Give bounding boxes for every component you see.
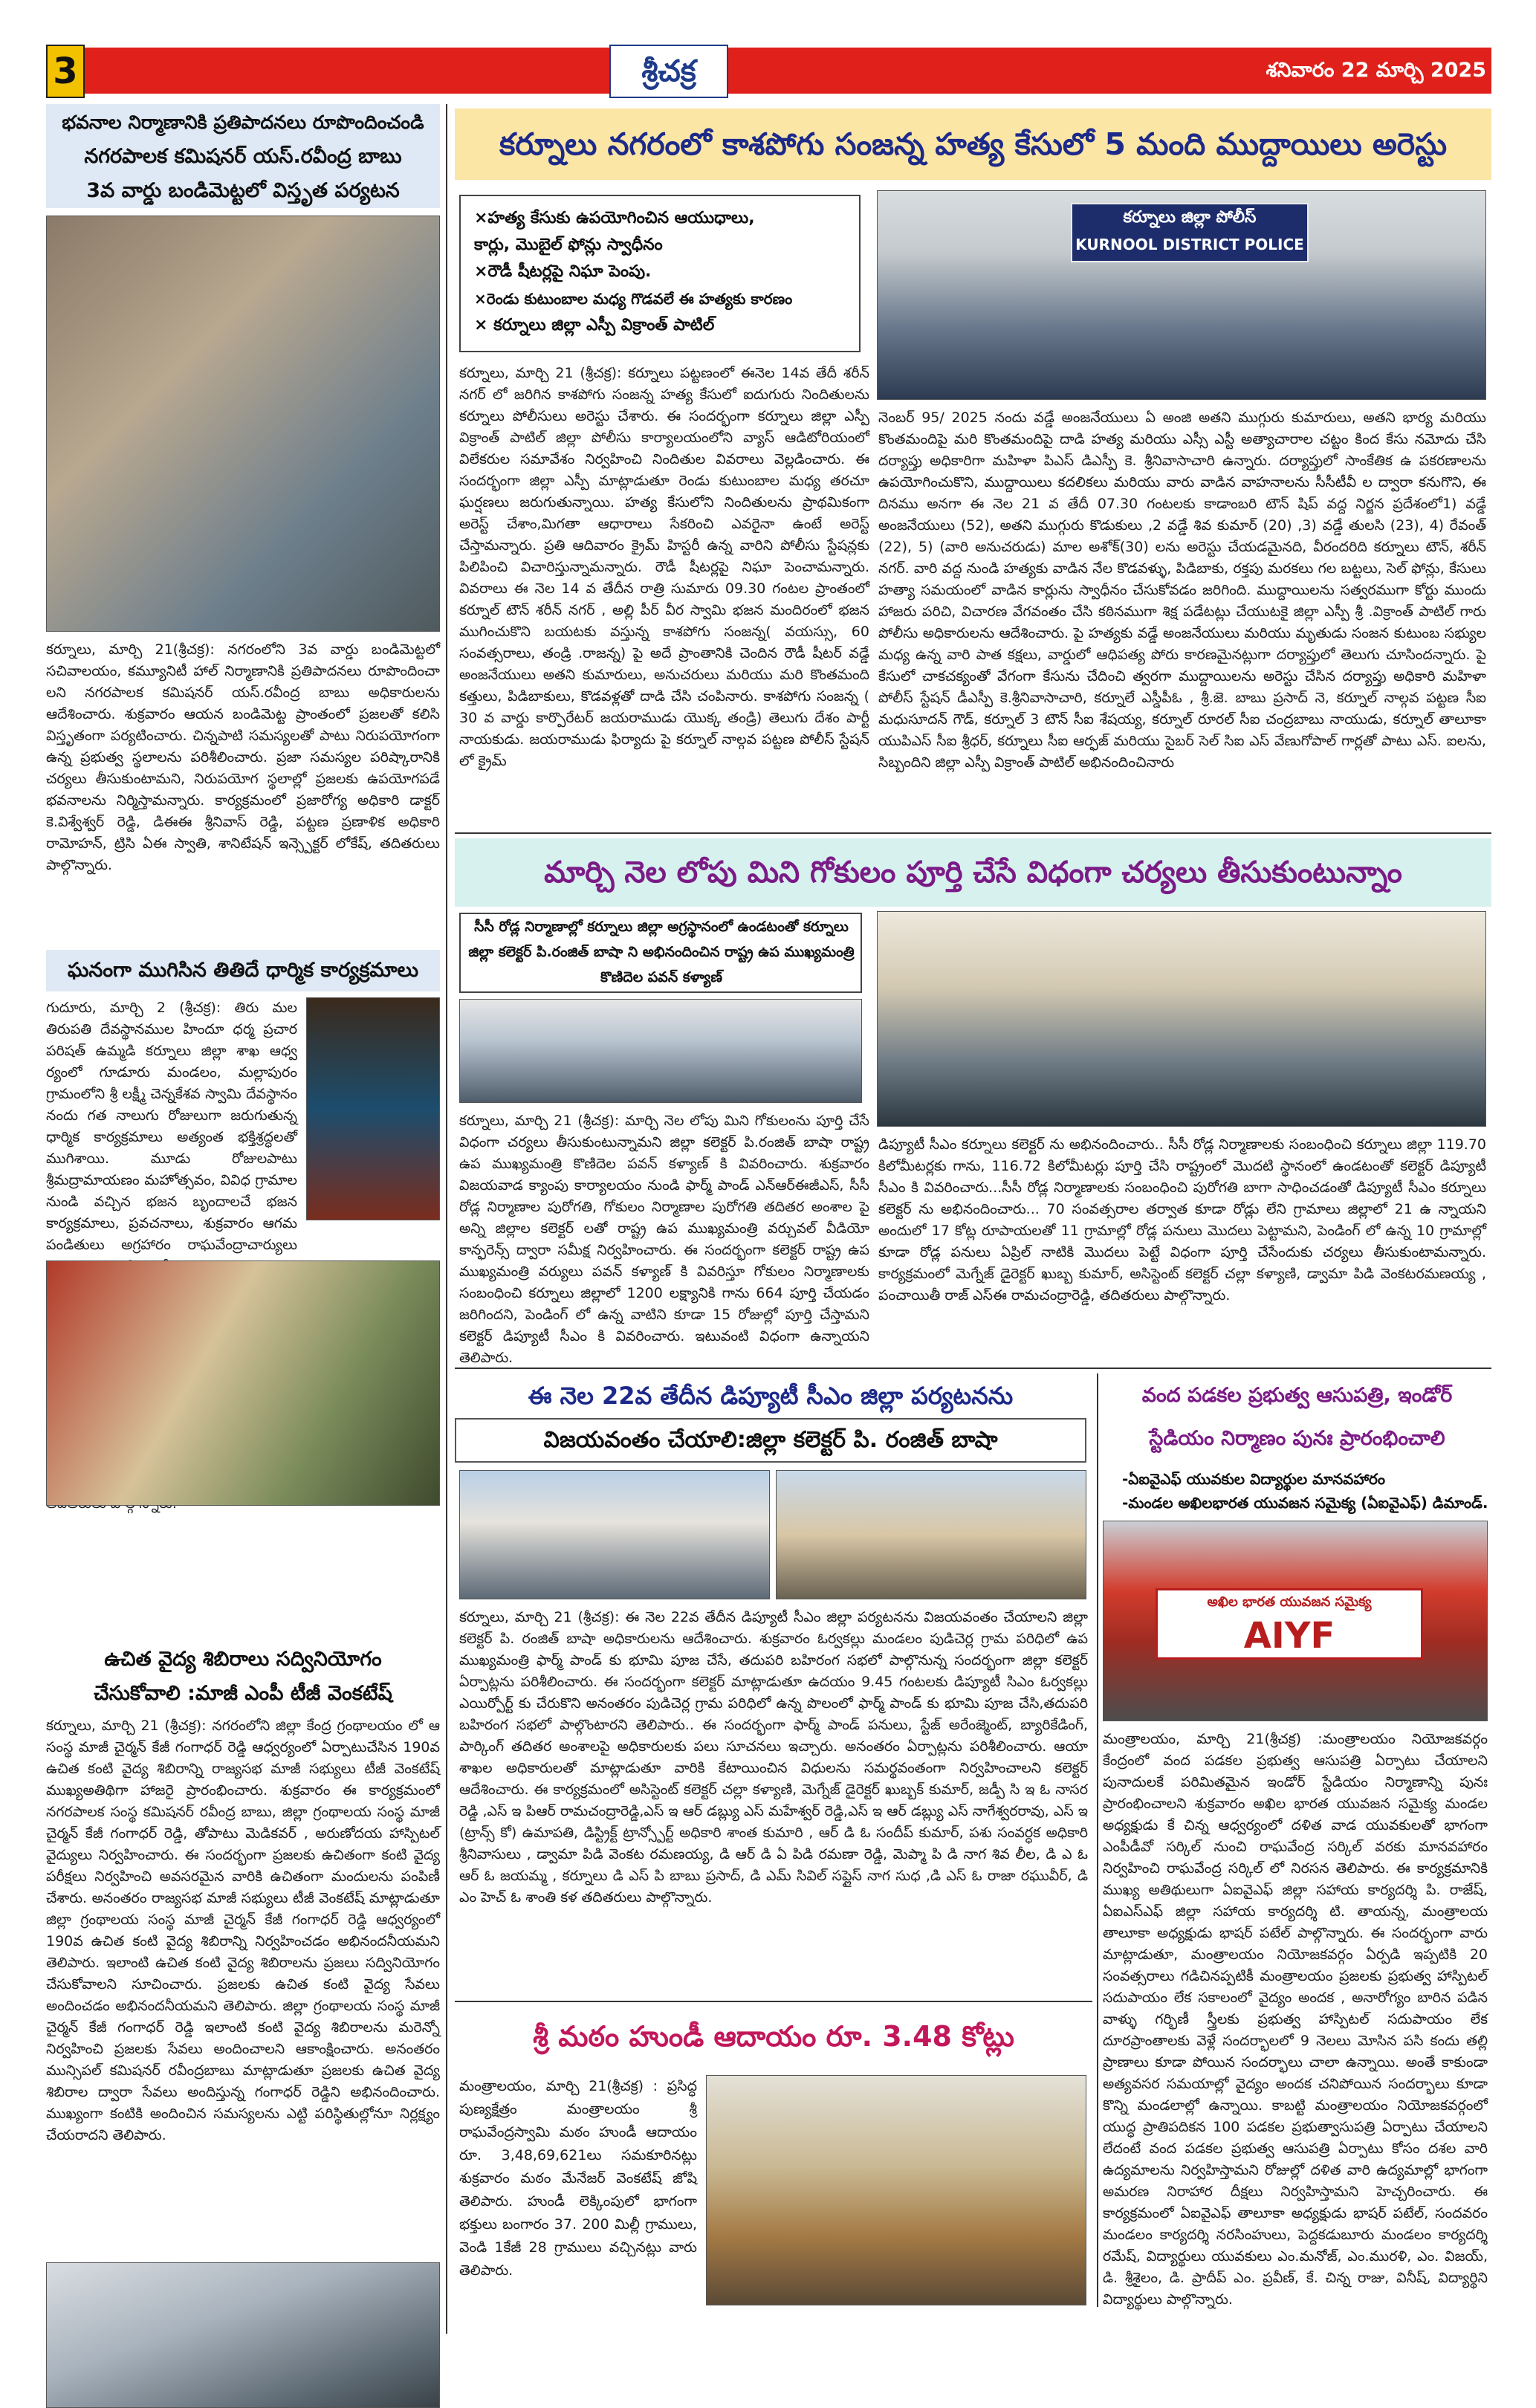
lead-bullet-1: ×హత్య కేసుకు ఉపయోగించిన ఆయుధాలు, <box>474 209 755 227</box>
story1-body: కర్నూలు, మార్చి 21(శ్రీచక్ర): నగరంలోని 3వ వార్డు బండిమెట్టలో సచివాలయం, కమ్యూనిటీ హాల్ నిర్మాణానికి ప్రతిపాదనలు రూపొందించా లని నగరపాలక కమిషనర్ యస్.రవీంద్ర బాబు అధికారులను ఆదేశించారు. శుక్రవారం ఆయన బండిమెట్ట ప్రాంతంలో ప్రజలతో కలిసి విస్తృతంగా పర్యటించారు. చిన్నపాటి సమస్యలతో పాటు నిరుపయోగంగా ఉన్న ప్రభుత్వ స్థలాలను పరిశీలించారు. ప్రజా సమస్యల పరిష్కారానికి చర్యలు తీసుకుంటామని, నిరుపయోగ స్థలాల్లో ప్రజలకు ఉపయోగపడే భవనాలను నిర్మిస్తామన్నారు. కార్యక్రమంలో ప్రజారోగ్య అధికారి డాక్టర్ కె.విశ్వేశ్వర్ రెడ్డి, డిఈఈ శ్రీనివాస్ రెడ్డి, పట్టణ ప్రణాళిక అధికారి రామోహన్, ట్రిసి ఏఈ స్వాతి, శానిటేషన్ ఇన్స్పెక్టర్ లోకేష్, తదితరులు పాల్గొన్నారు. <box>46 641 440 873</box>
hospital-sub2: -మండల అఖిలభారత యువజన సమైక్య (ఏఐవైఎఫ్) డిమాండ్. <box>1122 1494 1488 1512</box>
hospital-body: మంత్రాలయం, మార్చి 21(శ్రీచక్ర) :మంత్రాలయం నియోజకవర్గం కేంద్రంలో వంద పడకల ప్రభుత్వ ఆసుపత్రి ఏర్పాటు చేయాలని పునాదులకే పరిమితమైన ఇండోర్ స్టేడియం నిర్మాణాన్ని పునః ప్రారంభించాలని శుక్రవారం అఖిల భారత యువజన సమైక్య మండల అధ్యక్షుడు కే చిన్న ఆధ్వర్యంలో దళిత వాడ యువకులతో భాగంగా ఎంపీడీవో సర్కిల్ నుంచి రాఘవేంద్ర సర్కిల్ వరకు మానవహారం నిర్వహించి రాఘవేంద్ర సర్కిల్ లో నిరసన తెలిపారు. ఈ కార్యక్రమానికి ముఖ్య అతిథులుగా ఏఐవైఎఫ్ జిల్లా సహాయ కార్యదర్శి పి. రాజేష్, ఏఐఎస్ఎఫ్ జిల్లా సహాయ కార్యదర్శి టి. తాయన్న, మంత్రాలయ తాలూకా అధ్యక్షుడు భాషర్ పటేల్ పాల్గొన్నారు. ఈ సందర్భంగా వారు మాట్లాడుతూ, మంత్రాలయం నియోజకవర్గం ఏర్పడి ఇప్పటికి 20 సంవత్సరాలు గడిచినప్పటికీ మంత్రాలయం ప్రజలకు ప్రభుత్వ హాస్పిటల్ సదుపాయం లేక సకాలంలో వైద్యం అందక , అనారోగ్యం బారిన పడిన వాళ్ళు గర్భిణీ స్త్రీలకు ప్రభుత్వ హాస్పిటల్ సదుపాయం లేక దూరప్రాంతాలకు వెళ్లే సందర్భాలలో 9 నెలలు మోసిన పసి కందు తల్లి ప్రాణాలు కూడా పోయిన సందర్భాలు చాలా ఉన్నాయి. అంతే కాకుండా అత్యవసర సమయాల్లో వైద్యం అందక చనిపోయిన సందర్భాలు కూడా కొన్ని మండలాల్లో ఉన్నాయి. కాబట్టి మంత్రాలయం నియోజకవర్గంలో యుద్ధ ప్రాతిపదికన 100 పడకల ప్రభుత్వాసుపత్రి ఏర్పాటు చేయాలని లేదంటే వంద పడకల ప్రభుత్వ ఆసుపత్రి ఏర్పాటు కోసం దశల వారి ఉద్యమాలను నిర్వహిస్తామని రోజుల్లో దళిత వారి ఉద్యమాల్లో భాగంగా అమరణ నిరాహార దీక్షలు నిర్వహిస్తామని హెచ్చరించారు. ఈ కార్యక్రమంలో ఏఐవైఎఫ్ తాలూకా అధ్యక్షుడు భాషర్ పటేల్, సందవరం మండలం కార్యదర్శి నరసింహులు, పెద్దకడుబూరు మండలం కార్యదర్శి రమేష్, విద్యార్థులు యువకులు ఎం.మనోజ్, ఎం.మురళి, ఎం. విజయ్, డి. శ్రీశైలం, డి. ప్రాదీప్ ఎం. ప్రవీణ్, కే. చిన్న రాజు, వినీష్, విద్యార్థిని విద్యార్థులు పాల్గొన్నారు. <box>1103 1731 1488 2308</box>
gokulam-body-left: కర్నూలు, మార్చి 21 (శ్రీచక్ర): మార్చి నెల లోపు మిని గోకులంను పూర్తి చేసే విధంగా చర్యలు తీసుకుంటున్నామని జిల్లా కలెక్టర్ పి.రంజిత్ బాషా రాష్ట్ర ఉప ముఖ్యమంత్రి కొణిదెల పవన్ కళ్యాణ్ కి వివరించారు. శుక్రవారం విజయవాడ క్యాంపు కార్యాలయం నుండి ఫార్మ్ పాండ్ ఎన్ఆర్ఈజీఎస్, సీసీ రోడ్ల నిర్మాణాల పురోగతి, గోకులం నిర్మాణాల పురోగతి తదితర అంశాల పై అన్ని జిల్లాల కలెక్టర్ లతో రాష్ట్ర ఉప ముఖ్యమంత్రి వర్చువల్ వీడియో కాన్ఫరెన్స్ ద్వారా సమీక్ష నిర్వహించారు. ఈ సందర్భంగా కలెక్టర్ రాష్ట్ర ఉప ముఖ్యమంత్రి వర్యులు పవన్ కళ్యాణ్ కి వివరిస్తూ గోకులం నిర్మాణాలకు సంబంధించి కర్నూలు జిల్లాలో 1200 లక్ష్యానికి గాను 664 పూర్తి చేయడం జరిగిందని, పెండింగ్ లో ఉన్న వాటిని కూడా 15 రోజుల్లో పూర్తి చేస్తామని కలెక్టర్ డిప్యూటీ సీఎం కి వివరించారు. ఇటువంటి విధంగా ఉన్నాయని తెలిపారు. <box>459 1113 869 1366</box>
story2-puja-photo <box>46 1260 440 1506</box>
story1-photo <box>46 216 440 632</box>
lead-bullet-3: ×రౌడీ షీటర్లపై నిఘా పెంపు. <box>474 262 652 281</box>
story3-photo <box>46 2262 440 2408</box>
story2-body-top <box>46 997 297 1255</box>
hospital-photo <box>1103 1521 1488 1721</box>
aiyf-banner-text: AIYF <box>1243 1615 1335 1657</box>
story1-headline-line3: 3వ వార్డు బండిమెట్టలో విస్తృత పర్యటన <box>86 179 400 202</box>
left-column <box>46 104 440 2334</box>
story2-idol-photo <box>306 997 440 1220</box>
gokulam-body-right: డిప్యూటీ సీఎం కర్నూలు కలెక్టర్ ను అభినందించారు.. సీసీ రోడ్ల నిర్మాణాలకు సంబంధించి కర్నూలు జిల్లా 119.70 కిలోమీటర్లకు గాను, 116.72 కిలోమీటర్లు పూర్తి చేసి రాష్ట్రంలో మొదటి స్థానంలో ఉండటంతో కలెక్టర్ డిప్యూటీ సీఎం కి వివరించారు...సీసీ రోడ్ల నిర్మాణాలకు సంబంధించి పురోగతి బాగా సాధించడంతో డిప్యూటీ సీఎం కర్నూలు కలెక్టర్ ను అభినందించారు... 70 సంవత్సరాల తర్వాత కూడా రోడ్లు లేని గ్రామాలు జిల్లాలో 21 ఉ న్నాయని అందులో 17 కోట్ల రూపాయలతో 11 గ్రామాల్లో రోడ్ల పనులు మొదలు పెట్టామని, పెండింగ్ లో ఉన్న 10 గ్రామాల్లో కూడా రోడ్ల పనులు ఏప్రిల్ నాటికి మొదలు పెట్టే విధంగా పూర్తి చేసేందుకు చర్యలు తీసుకుంటామన్నారు. కార్యక్రమంలో మెగ్నేజ్ డైరెక్టర్ ఖుబ్బ కుమార్, అసిస్టెంట్ కలెక్టర్ చల్లా కళ్యాణి, డ్వామా పిడి వెంకటరమణయ్య , పంచాయితీ రాజ్ ఎస్ఈ రామచంద్రారెడ్డి, తదితరులు పాల్గొన్నారు. <box>878 1136 1486 1304</box>
gokulam-bottom-rule <box>455 1368 1491 1369</box>
story2-body-text: గుదూరు, మార్చి 2 (శ్రీచక్ర): తిరు మల తిరుపతి దేవస్థానముల హిందూ ధర్మ ప్రచార పరిషత్ ఉమ్మడి కర్నూలు జిల్లా శాఖ ఆధ్వ ర్యంలో గూడూరు మండలం, మల్లాపురం గ్రామంలోని శ్రీ లక్ష్మీ చెన్నకేశవ స్వామి దేవస్థానం నందు గత నాలుగు రోజులుగా జరుగుతున్న ధార్మిక కార్యక్రమాలు అత్యంత భక్తిశ్రద్ధలతో ముగిశాయి. మూడు రోజులపాటు శ్రీమద్రామాయణం మహోత్సవం, వివిధ గ్రామాల నుండి వచ్చిన భజన బృందాలచే భజన కార్యక్రమాలు, ప్రవచనాలు, శుక్రవారం ఆగమ పండితులు అగ్రహారం రాఘవేంద్రాచార్యులు <box>46 1000 297 1253</box>
column-divider <box>446 104 447 2334</box>
lead-body-right: నెంబర్ 95/ 2025 నందు వడ్డే అంజనేయులు ఏ అంజి అతని ముగ్గురు కుమారులు, అతని భార్య మరియు కొంతమందిపై మరి కొంతమందిపై దాడి హత్య మరియు ఎస్సీ ఎస్టీ అత్యాచారాల చట్టం కింద కేసు నమోదు చేసి దర్యాప్తు అధికారిగా మహిళా పిఎస్ డిఎస్పీ కె. శ్రీనివాసాచారి ఉన్నారు. దర్యాప్తులో సాంకేతిక ఉ పకరణాలను ఉపయోగించుకొని, ముద్దాయిలు కదలికలు మరియు వారు వాడిన వాహనాలను సీసీటీవీ ల ద్వారా కనుగొని, ఈ దినము అనగా ఈ నెల 21 వ తేదీ 07.30 గంటలకు కాడాంబరి టౌన్ షిప్ వద్ద నిర్జన ప్రదేశంలో1) వడ్డే అంజనేయులు (52), అతని ముగ్గురు కొడుకులు ,2 వడ్డే శివ కుమార్ (20) ,3) వడ్డే తులసి (23), 4) రేవంత్ (22), 5) (వారి అనుచరుడు) మాల అశోక్(30) లను అరెస్టు చేయడమైనది, వీరందరిది కర్నూలు టౌన్, శరీన్ నగర్. వారి వద్ద నుండి హత్యకు వాడిన నేల కొడవళ్ళు, పిడిబాకు, రక్తపు మరకలు గల బట్టలు, సెల్ ఫోన్లు, కేసులు హత్యా సమయంలో వాడిన కార్లును స్వాధీనం చేసుకోవడం జరిగింది. ముద్దాయిలను సత్వరముగా కోర్టు ముందు హాజరు పరిచి, విచారణ వేగవంతం చేసి కఠినముగా శిక్ష పడేటట్లు చేయుటకై జిల్లా ఎస్పీ శ్రీ .విక్రాంత్ పాటిల్ గారు పోలీసు అధికారులను ఆదేశించారు. పై హత్యకు వడ్డే అంజనేయులు మరియు మృతుడు సంజన కుటుంబ సభ్యుల మధ్య ఉన్న వారి పాత కక్షలు, వార్డులో ఆధిపత్య పోరు కారణమైనట్లుగా దర్యాప్తులో తెలుగు చూసిందన్నారు. పై కేసులో చాకచక్యంతో వేగంగా కేసును చేదించి త్వరగా ముద్దాయిలను అరెస్టు చేసిన దర్యాప్తు అధికారి మహిళా పోలీస్ స్టేషన్ డీఎస్పీ కె.శ్రీనివాసాచారి, కర్నూలే ఎస్డీపీఓ , శ్రీ.జె. బాబు ప్రసాద్ నె, కర్నూల్ నాల్గవ పట్టణ సీఐ మధుసూదన్ గౌడ్, కర్నూల్ 3 టౌన్ సీఐ శేషయ్య, కర్నూల్ రూరల్ సీఐ చంద్రబాబు నాయుడు, కర్నూల్ తాలూకా యుపిఎస్ సీఐ శ్రీధర్, కర్నూలు సీఐ ఆర్ఫజ్ మరియు సైబర్ సెల్ సిఐ ఎస్ వేణుగోపాల్ గార్లతో పాటు ఎస్. ఐలను, సిబ్బందిని జిల్లా ఎస్పీ విక్రాంత్ పాటిల్ అభినందించినారు <box>878 410 1486 771</box>
hospital-sub1: -ఏఐవైఎఫ్ యువకుల విద్యార్థుల మానవహారం <box>1122 1470 1386 1488</box>
lead-bullet-2: కార్లు, మొబైల్ ఫోన్లు స్వాధీనం <box>474 236 663 254</box>
story3-headline-line2: చేసుకోవాలి :మాజీ ఎంపీ టీజీ వెంకటేష్ <box>94 1682 392 1705</box>
gokulam-headline: మార్చి నెల లోపు మిని గోకులం పూర్తి చేసే విధంగా చర్యలు తీసుకుంటున్నాం <box>544 855 1402 890</box>
police-banner-te: కర్నూలు జిల్లా పోలీస్ <box>1123 208 1257 227</box>
deputy-headline-line2: విజయవంతం చేయాలి:జిల్లా కలెక్టర్ పి. రంజిత్ బాషా <box>543 1427 998 1453</box>
story3-headline-line1: ఉచిత వైద్య శిబిరాలు సద్వినియోగం <box>104 1648 382 1671</box>
lead-headline: కర్నూలు నగరంలో కాశపోగు సంజన్న హత్య కేసులో 5 మంది ముద్దాయిలు అరెస్టు <box>499 126 1448 162</box>
hospital-divider <box>1097 1373 1098 2307</box>
page-number: 3 <box>53 51 78 92</box>
lead-bullet-5: × కర్నూలు జిల్లా ఎస్పీ విక్రాంత్ పాటిల్ <box>474 316 715 334</box>
lead-photo <box>877 190 1486 400</box>
logo-text: శ్రీచక్ర <box>641 54 696 88</box>
story3-body: కర్నూలు, మార్చి 21 (శ్రీచక్ర): నగరంలోని జిల్లా కేంద్ర గ్రంథాలయం లో ఆ సంస్థ మాజీ చైర్మన్ కేజీ గంగాధర్ రెడ్డి ఆధ్వర్యంలో ఏర్పాటుచేసిన 190వ ఉచిత కంటి వైద్య శిబిరాన్ని రాజ్యసభ మాజీ సభ్యులు టీజీ వెంకటేష్ ముఖ్యఅతిథిగా హాజరై ప్రారంభించారు. శుక్రవారం ఈ కార్యక్రమంలో నగరపాలక సంస్థ కమిషనర్ రవీంద్ర బాబు, జిల్లా గ్రంథాలయ సంస్థ మాజీ చైర్మన్ కేజీ గంగాధర్ రెడ్డి, తోపాటు మెడికవర్ , అరుణోదయ హాస్పిటల్ వైద్యులు నిర్వహించారు. ఈ సందర్భంగా ప్రజలకు ఉచితంగా కంటి వైద్య పరీక్షలు నిర్వహించి అవసరమైన వారికి ఉచితంగా మందులను పంపిణీ చేశారు. అనంతరం రాజ్యసభ మాజీ సభ్యులు టీజీ వెంకటేష్ మాట్లాడుతూ జిల్లా గ్రంథాలయ సంస్థ మాజీ చైర్మన్ కేజీ గంగాధర్ రెడ్డి ఆధ్వర్యంలో 190వ ఉచిత కంటి వైద్య శిబిరాన్ని నిర్వహించడం అభినందనీయమని తెలిపారు. ఇలాంటి ఉచిత కంటి వైద్య శిబిరాలను ప్రజలు సద్వినియోగం చేసుకోవాలని సూచించారు. ప్రజలకు ఉచిత కంటి వైద్య సేవలు అందించడం అభినందనీయమని తెలిపారు. జిల్లా గ్రంథాలయ సంస్థ మాజీ చైర్మన్ కేజీ గంగాధర్ రెడ్డి ఇలాంటి కంటి వైద్య శిబిరాలను మరెన్నో నిర్వహించి ప్రజలకు సేవలు అందించాలని ఆకాంక్షించారు. అనంతరం మున్సిపల్ కమిషనర్ రవీంద్రబాబు మాట్లాడుతూ ప్రజలకు ఉచిత వైద్య శిబిరాల ద్వారా సేవలు అందిస్తున్న గంగాధర్ రెడ్డిని అభినందించారు. ముఖ్యంగా కంటికి అందించిన సమస్యలను ఎట్టి పరిస్థితుల్లోనూ నిర్లక్ష్యం చేయరాదని తెలిపారు. <box>46 1718 440 2143</box>
story2-headline: ఘనంగా ముగిసిన తితిదే ధార్మిక కార్యక్రమాలు <box>67 959 419 982</box>
story1-headline-line1: భవనాల నిర్మాణానికి ప్రతిపాదనలు రూపొందించండి <box>62 111 424 133</box>
deputy-photo-2 <box>776 1470 1086 1599</box>
hospital-headline-line2: స్టేడియం నిర్మాణం పునః ప్రారంభించాలి <box>1149 1427 1445 1450</box>
issue-date: శనివారం 22 మార్చి 2025 <box>1266 59 1486 82</box>
deputy-headline-line1: ఈ నెల 22వ తేదీన డిప్యూటీ సీఎం జిల్లా పర్యటనను <box>528 1382 1014 1410</box>
gokulam-subhead: సీసీ రోడ్ల నిర్మాణాల్లో కర్నూలు జిల్లా అగ్రస్థానంలో ఉండటంతో కర్నూలు జిల్లా కలెక్టర్ పి.రంజిత్ బాషా ని అభినందించిన రాష్ట్ర ఉప ముఖ్యమంత్రి కొణిదెల పవన్ కళ్యాణ్ <box>468 919 855 985</box>
gokulam-photo-large <box>877 911 1486 1127</box>
hospital-headline-line1: వంద పడకల ప్రభుత్వ ఆసుపత్రి, ఇండోర్ <box>1141 1384 1453 1407</box>
hundi-photo <box>706 2075 1086 2305</box>
lead-bullet-4: ×రెండు కుటుంబాల మధ్య గొడవలే ఈ హత్యకు కారణం <box>474 290 793 308</box>
aiyf-banner-te: అఖిల భారత యువజన సమైక్య <box>1207 1594 1372 1610</box>
hundi-headline: శ్రీ మఠం హుండీ ఆదాయం రూ. 3.48 కోట్లు <box>533 2020 1014 2053</box>
police-banner-en: KURNOOL DISTRICT POLICE <box>1075 236 1304 253</box>
deputy-photo-1 <box>459 1470 770 1599</box>
lead-body-left: కర్నూలు, మార్చి 21 (శ్రీచక్ర): కర్నూలు పట్టణంలో ఈనెల 14వ తేదీ శరీన్ నగర్ లో జరిగిన కాశపోగు సంజన్న హత్య కేసులో ఐదుగురు నిందితులను కర్నూలు పోలీసులు అరెస్టు చేశారు. ఈ సందర్భంగా కర్నూలు జిల్లా ఎస్పీ విక్రాంత్ పాటిల్ జిల్లా పోలీసు కార్యాలయంలోని వ్యాస్ ఆడిటోరియంలో విలేకరుల సమావేశం నిర్వహించి నిందితుల వివరాలు వెల్లడించారు. ఈ సందర్భంగా జిల్లా ఎస్పీ మాట్లాడుతూ రెండు కుటుంబాల మధ్య తరచూ ఘర్షణలు జరుగుతున్నాయి. హత్య కేసులోని నిందితులను ప్రాథమికంగా అరెస్ట్ చేశాం,మిగతా ఆధారాలు సేకరించి ఎవరైనా ఉంటే అరెస్ట్ చేస్తామన్నారు. ప్రతి ఆదివారం క్రైమ్ హిస్టరీ ఉన్న వారిని పోలీసు స్టేషన్లకు పిలిపించి విచారిస్తున్నామన్నారు. రౌడీ షీటర్లపై నిఘా పెంచామన్నారు. వివరాలు ఈ నెల 14 వ తేదీన రాత్రి సుమారు 09.30 గంటల ప్రాంతంలో కర్నూల్ టౌన్ శరీన్ నగర్ , అల్లి పీర్ వీర స్వామి భజన మందిరంలో భజన ముగించుకొని బయటకు వస్తున్న కాశపోగు సంజన్న( వయస్సు, 60 సంవత్సరాలు, తండ్రి .రాజన్న) పై అదే ప్రాంతానికి చెందిన రౌడీ షీటర్ వడ్డే అంజనేయులు అతని కుమారులు, అనుచరులు మరియు మరి కొంతమంది కత్తులు, పిడిబాకులు, కొడవళ్లతో దాడి చేసి చంపినారు. కాశపోగు సంజన్న ( 30 వ వార్డు కార్పొరేటర్ జయరాముడు యొక్క తండ్రి) తెలుగు దేశం పార్టీ నాయకుడు. జయరాముడు ఫిర్యాదు పై కర్నూల్ నాల్గవ పట్టణ పోలీస్ స్టేషన్ లో క్రైమ్ <box>459 365 869 769</box>
deputy-body: కర్నూలు, మార్చి 21 (శ్రీచక్ర): ఈ నెల 22వ తేదీన డిప్యూటీ సీఎం జిల్లా పర్యటనను విజయవంతం చేయాలని జిల్లా కలెక్టర్ పి. రంజిత్ బాషా అధికారులను ఆదేశించారు. శుక్రవారం ఓర్వకల్లు మండలం పుడిచెర్ల గ్రామ పరిధిలో ఉప ముఖ్యమంత్రి ఫార్మ్ పాండ్ కు భూమి పూజ చేసే, తదుపరి బహిరంగ సభలో పాల్గొనున్న సందర్భంగా జిల్లా కలెక్టర్ ఏర్పాట్లను పరిశీలించారు. ఈ సందర్భంగా కలెక్టర్ మాట్లాడుతూ ఉదయం 9.45 గంటలకు డిప్యూటీ సిఎం ఓర్వకల్లు ఎయిర్పోర్ట్ కు చేరుకొని అనంతరం పుడిచెర్ల గ్రామ పరిధిలో ఉన్న పొలంలో ఫార్మ్ పాండ్ కు భూమి పూజ చేసి,తదుపరి బహిరంగ సభలో పాల్గొంటారని తెలిపారు.. ఈ సందర్భంగా ఫార్మ్ పాండ్ పనులు, స్టేజ్ అరేంజ్మెంట్, బ్యారికేడింగ్, పార్కింగ్ తదితర అంశాలపై అధికారులకు పలు సూచనలు ఇచ్చారు. అనంతరం ఏర్పాట్లను పరిశీలించారు. ఆయా శాఖల అధికారులతో మాట్లాడుతూ వారికి కేటాయించిన విధులను సమర్థవంతంగా నిర్వహించాలని కలెక్టర్ ఆదేశించారు. ఈ కార్యక్రమంలో అసిస్టెంట్ కలెక్టర్ చల్లా కళ్యాణి, మెగ్నేజ్ డైరెక్టర్ ఖుబ్బక్ కుమార్, జడ్పీ సి ఇ ఓ నాసర రెడ్డి ,ఎస్ ఇ పిఆర్ రామచంద్రారెడ్డి,ఎస్ ఇ ఆర్ డబ్ల్యు ఎస్ మహేశ్వర్ రెడ్డి,ఎస్ ఇ ఆర్ డబ్ల్యు ఎస్ నాగేశ్వరరావు, ఎస్ ఇ (ట్రాన్స్ కో) ఉమాపతి, డిస్ట్రిక్ట్ ట్రాన్స్పోర్ట్ అధికారి శాంత కుమారి , ఆర్ డి ఓ సందీప్ కుమార్, పశు సంవర్ధక అధికారి శ్రీనివాసులు , డ్వామా పిడి వెంకట రమణయ్య, డి ఆర్ డి ఏ పిడి రమణా రెడ్డి, మెప్మా పి డి నాగ శివ లీల, డి ఎ ఓ ఆర్ ఓ జయమ్మ , కర్నూలు డి ఎస్ పి బాబు ప్రసాద్, డి ఎమ్ సివిల్ సప్లైస్ నాగ సుధ ,డి ఎస్ ఓ రాజా రఘువీర్, డి ఎం హెచ్ ఓ శాంతి కళ తదితరులు పాల్గొన్నారు. <box>459 1609 1088 1906</box>
gokulam-photo-small <box>459 999 862 1103</box>
deputy-bottom-rule <box>455 2001 1092 2002</box>
hundi-body: మంత్రాలయం, మార్చి 21(శ్రీచక్ర) : ప్రసిద్ధ పుణ్యక్షేత్రం మంత్రాలయం శ్రీ రాఘవేంద్రస్వామి మఠం హుండీ ఆదాయం రూ. 3,48,69,621లు సమకూరినట్లు శుక్రవారం మఠం మేనేజర్ వెంకటేష్ జోషి తెలిపారు. హుండీ లెక్కింపులో భాగంగా భక్తులు బంగారం 37. 200 మిల్లీ గ్రాములు, వెండి 1కేజీ 28 గ్రాములు వచ్చినట్లు వారు తెలిపారు. <box>459 2078 697 2279</box>
lead-bullet-box <box>459 195 861 352</box>
story1-headline-line2: నగరపాలక కమిషనర్ యస్.రవీంద్ర బాబు <box>84 145 402 168</box>
lead-bottom-rule <box>455 832 1491 834</box>
